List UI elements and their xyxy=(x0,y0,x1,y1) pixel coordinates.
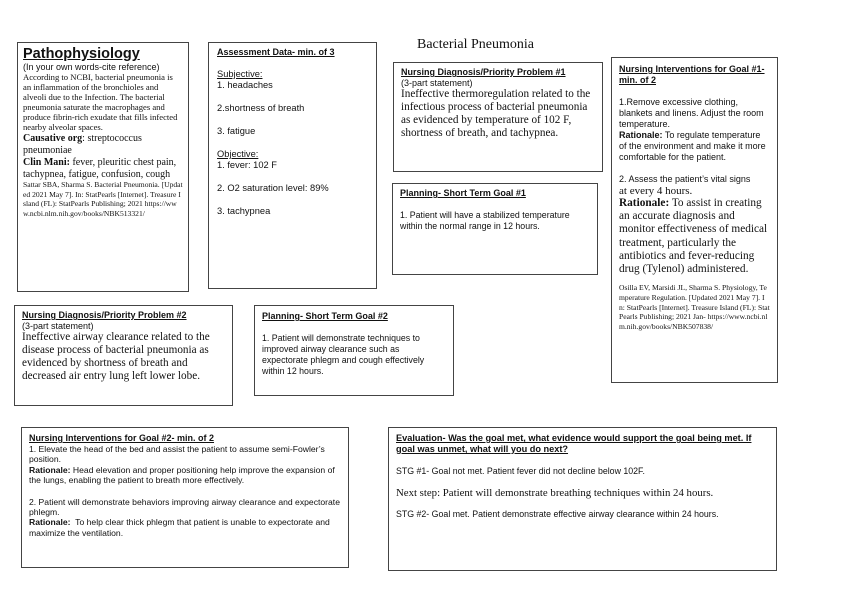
causative-label: Causative org xyxy=(23,133,83,144)
evaluation-heading: Evaluation- Was the goal met, what evidence would support the goal being met. If goal was unmet, what will you do next? xyxy=(396,433,752,454)
objective-item: 1. fever: 102 F xyxy=(217,160,277,170)
pathophysiology-heading: Pathophysiology xyxy=(23,46,140,62)
assessment-box xyxy=(208,42,377,289)
evaluation-next-step: Next step: Patient will demonstrate breathing techniques within 24 hours. xyxy=(396,487,714,499)
diagnosis-2-heading: Nursing Diagnosis/Priority Problem #2 xyxy=(22,310,187,320)
rationale-label: Rationale: xyxy=(619,197,670,209)
intervention-2-item: 2. Patient will demonstrate behaviors improving airway clearance and expectorate phlegm. xyxy=(29,496,340,518)
pathophysiology-reference: Sattar SBA, Sharma S. Bacterial Pneumonia. [Updated 2021 May 7]. In: StatPearls [Internet]. Treasure Island (FL): StatPearls Publishing; 2021 https://www.ncbi.nlm.nih.gov/books/NBK513321/ xyxy=(23,180,183,218)
interventions-1-heading: Nursing Interventions for Goal #1- min. of 2 xyxy=(619,64,765,85)
planning-2-heading: Planning- Short Term Goal #2 xyxy=(262,311,388,321)
rationale-label: Rationale: xyxy=(619,130,663,140)
diagnosis-1-subheading: (3-part statement) xyxy=(401,78,473,88)
clinical-manifestations xyxy=(23,157,183,180)
subjective-item: 3. fatigue xyxy=(217,126,256,136)
intervention-1-item: 1.Remove excessive clothing, blankets and linens. Adjust the room temperature. xyxy=(619,97,764,129)
pathophysiology-body: According to NCBI, bacterial pneumonia is an inflammation of the bronchioles and alveoli due to the Infection. The bacterial pneumonia saturate the macrophages and produce fibrin-rich exudate that fills infected nearby alveolar spaces. xyxy=(23,72,178,132)
intervention-2-item: 2. Assess the patient’s vital signs xyxy=(619,174,751,184)
diagnosis-2-subheading: (3-part statement) xyxy=(22,321,94,331)
interventions-1-box xyxy=(611,57,778,383)
clin-value: fever, pleuritic chest pain, tachypnea, fatigue, confusion, cough xyxy=(23,157,177,180)
planning-1-body: 1. Patient will have a stabilized temperature within the normal range in 12 hours. xyxy=(400,210,570,231)
interventions-1-reference: Osilla EV, Marsidi JL, Sharma S. Physiology, Temperature Regulation. [Updated 2021 May 7]. In: StatPearls [Internet]. Treasure Island (FL): StatPearls Publishing; 2021 Jan- https://www.ncbi.nlm.nih.gov/books/NBK507838/ xyxy=(619,283,770,332)
subjective-item: 2.shortness of breath xyxy=(217,103,305,113)
diagnosis-2-box xyxy=(14,305,233,406)
clin-label: Clin Mani: xyxy=(23,157,70,168)
interventions-2-box xyxy=(21,427,349,568)
diagnosis-2-body: Ineffective airway clearance related to the disease process of bacterial pneumonia as evidenced by shortness of breath and decreased air entry lung left lower lobe. xyxy=(22,331,210,382)
pathophysiology-box xyxy=(17,42,189,292)
evaluation-box xyxy=(388,427,777,571)
subjective-label: Subjective: xyxy=(217,69,263,79)
diagnosis-1-body: Ineffective thermoregulation related to the infectious process of bacterial pneumonia as evidenced by temperature of 102 F, shortness of breath, and tachypnea. xyxy=(401,88,591,139)
planning-2-body: 1. Patient will demonstrate techniques to improved airway clearance such as expectorate phlegm and cough effectively within 12 hours. xyxy=(262,333,425,376)
planning-1-heading: Planning- Short Term Goal #1 xyxy=(400,188,526,198)
causative-organism xyxy=(23,133,183,157)
pathophysiology-subheading: (In your own words-cite reference) xyxy=(23,62,160,72)
intervention-2-rationale: Rationale: To help clear thick phlegm that patient is unable to expectorate and maximize the ventilation. xyxy=(29,517,333,538)
intervention-1-item: 1. Elevate the head of the bed and assist the patient to assume semi-Fowler’s position. xyxy=(29,444,325,465)
objective-item: 3. tachypnea xyxy=(217,206,271,216)
causative-value: : streptococcus pneumoniae xyxy=(23,133,142,156)
evaluation-stg2: STG #2- Goal met. Patient demonstrate effective airway clearance within 24 hours. xyxy=(396,509,719,519)
subjective-item: 1. headaches xyxy=(217,80,273,90)
intervention-1-rationale: Rationale: Head elevation and proper positioning help improve the expansion of the lungs, enabling the patient to breath more effectively. xyxy=(29,464,335,486)
assessment-heading: Assessment Data- min. of 3 xyxy=(217,47,335,57)
rationale-label: Rationale: xyxy=(29,517,71,528)
intervention-2-item-cont: at every 4 hours. xyxy=(619,185,693,197)
interventions-2-heading: Nursing Interventions for Goal #2- min. of 2 xyxy=(29,433,215,443)
planning-1-box xyxy=(392,183,598,275)
diagnosis-1-heading: Nursing Diagnosis/Priority Problem #1 xyxy=(401,67,566,77)
rationale-label: Rationale: xyxy=(29,464,71,475)
page-title: Bacterial Pneumonia xyxy=(417,37,535,52)
intervention-2-rationale: Rationale: To assist in creating an accurate diagnosis and monitor effectiveness of medical treatment, particularly the antibiotics and fever-reducing drug (Tylenol) administered. xyxy=(619,197,768,276)
planning-2-box xyxy=(254,305,454,396)
intervention-1-rationale: Rationale: To regulate temperature of the environment and make it more comfortable for the patient. xyxy=(619,130,766,162)
diagnosis-1-box xyxy=(393,62,603,172)
objective-item: 2. O2 saturation level: 89% xyxy=(217,183,329,193)
evaluation-stg1: STG #1- Goal not met. Patient fever did not decline below 102F. xyxy=(396,466,645,476)
objective-label: Objective: xyxy=(217,149,259,159)
